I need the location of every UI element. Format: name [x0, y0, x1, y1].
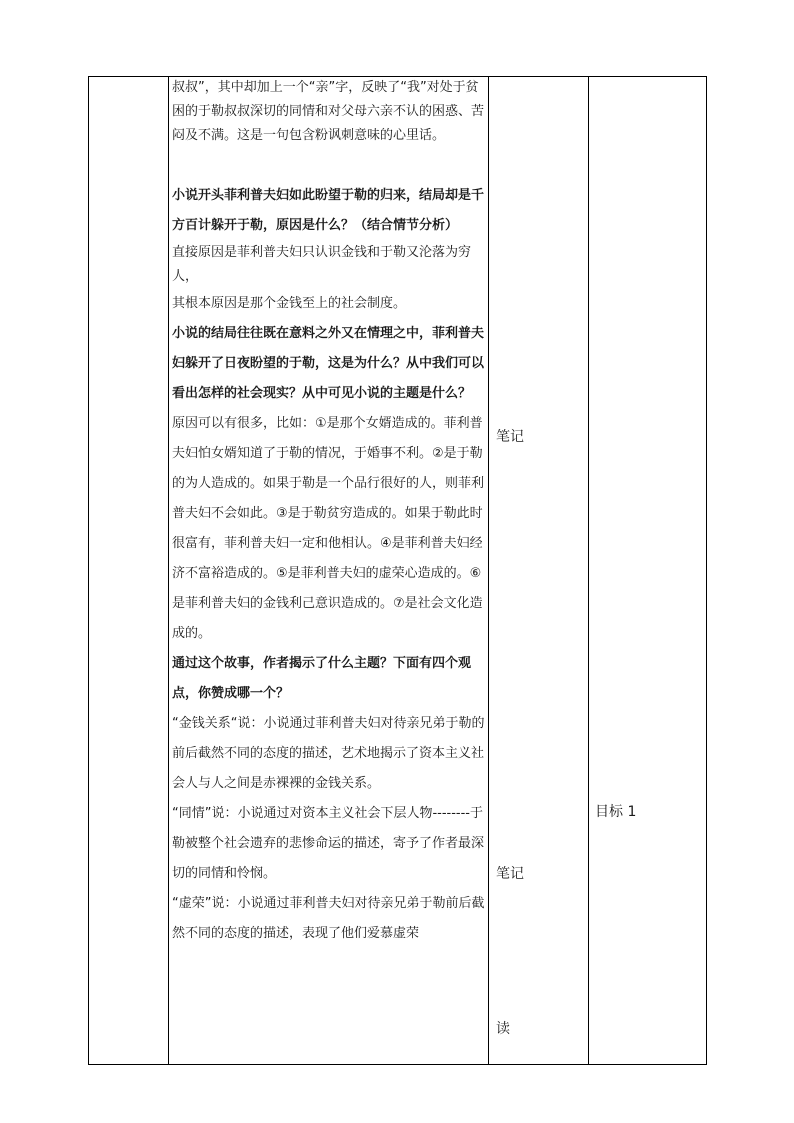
note-label-2: 笔记: [496, 866, 524, 882]
question-1: 小说开头菲利普夫妇如此盼望于勒的归来，结局却是千方百计躲开于勒，原因是什么？（结合情节分析）: [172, 188, 485, 233]
question-2: 小说的结局往往既在意料之外又在情理之中，菲利普夫妇躲开了日夜盼望的于勒，这是为什么？从中我们可以看出怎样的社会现实？从中可见小说的主题是什么？: [172, 326, 485, 401]
viewpoint-sympathy: “同情”说：小说通过对资本主义社会下层人物--------于勒被整个社会遗弃的悲惨命运的描述，寄予了作者最深切的同情和怜悯。: [172, 806, 485, 881]
column-divider: [168, 77, 169, 1064]
read-label: 读: [496, 1021, 510, 1037]
question-3: 通过这个故事，作者揭示了什么主题？下面有四个观点，你赞成哪一个？: [172, 656, 472, 701]
viewpoint-money: “金钱关系“说：小说通过菲利普夫妇对待亲兄弟于勒的前后截然不同的态度的描述，艺术地揭示了资本主义社会人与人之间是赤裸裸的金钱关系。: [172, 716, 485, 791]
answer-2: 原因可以有很多，比如：①是那个女婿造成的。菲利普夫妇怕女婿知道了于勒的情况，于婚事不利。②是于勒的为人造成的。如果于勒是一个品行很好的人，则菲利普夫妇不会如此。③是于勒贫穷造成的。如果于勒此时很富有，菲利普夫妇一定和他相认。④是菲利普夫妇经济不富裕造成的。⑤是菲利普夫妇的虚荣心造成的。⑥是菲利普夫妇的金钱利己意识造成的。⑦是社会文化造成的。: [172, 416, 485, 641]
note-label-1: 笔记: [496, 429, 524, 445]
answer-1b: 其根本原因是那个金钱至上的社会制度。: [172, 296, 407, 311]
lesson-content: [172, 76, 488, 949]
goal-label: 目标 1: [595, 804, 637, 820]
answer-1a: 直接原因是菲利普夫妇只认识金钱和于勒又沦落为穷人，: [172, 245, 472, 284]
column-divider: [588, 77, 589, 1064]
column-divider: [488, 77, 489, 1064]
viewpoint-vanity: “虚荣”说：小说通过菲利普夫妇对待亲兄弟于勒前后截然不同的态度的描述，表现了他们爱慕虚荣: [172, 896, 485, 941]
paragraph-1: 叔叔”，其中却加上一个“亲”字，反映了“我”对处于贫困的于勒叔叔深切的同情和对父母六亲不认的困惑、苦闷及不满。这是一句包含粉讽刺意味的心里话。: [172, 80, 485, 143]
